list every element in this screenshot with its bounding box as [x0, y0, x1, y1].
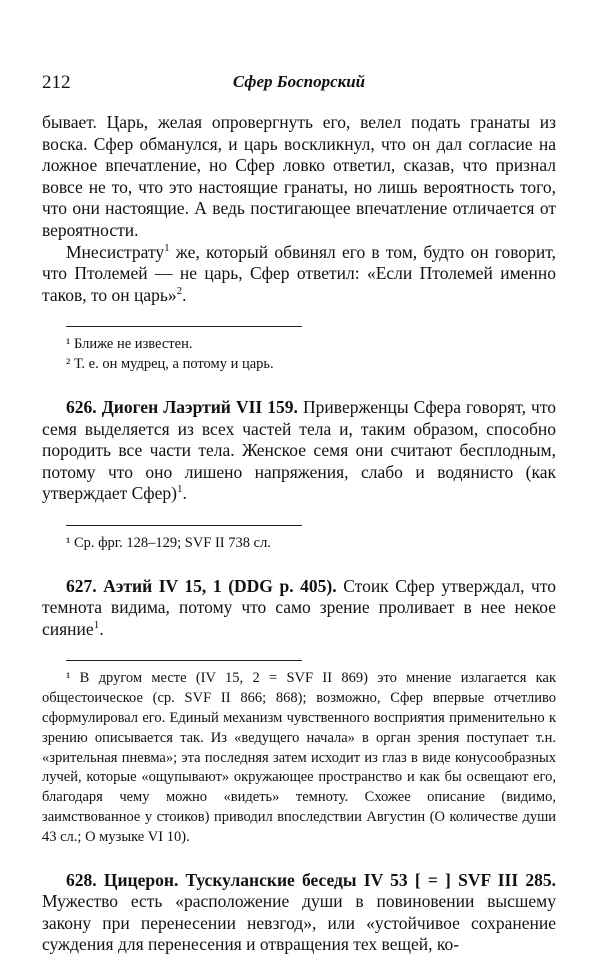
entry-628	[42, 870, 556, 956]
page-body	[42, 112, 556, 956]
intro-paragraph-2	[42, 242, 556, 307]
running-head	[42, 72, 556, 98]
intro-paragraph-1: бывает. Царь, желая опровергнуть его, велел подать гранаты из воска. Сфер обманулся, и царь воскликнул, что он дал согласие на ложное впечатление, но Сфер ловко ответил, сказав, что признал вовсе не то, что это настоящие гранаты, но лишь вероятность того, что они настоящие. А ведь постигающее впечатление отличается от вероятности.	[42, 112, 556, 240]
footnote: ¹ Ср. фрг. 128–129; SVF II 738 сл.	[66, 534, 271, 551]
footnote: ¹ Ближе не известен.	[66, 336, 193, 353]
intro-p2-text-b: же, который обвинял его в том, будто он говорит, что Птолемей — не царь, Сфер ответил: «Если Птолемей именно таков, то он царь»	[42, 241, 556, 305]
entry-heading: 628. Цицерон. Тускуланские беседы IV 53 [ = ] SVF III 285.	[66, 869, 556, 890]
running-title: Сфер Боспорский	[232, 72, 366, 91]
footnote: ² Т. е. он мудрец, а потому и царь.	[66, 356, 274, 373]
entry-626: 626. Диоген Лаэртий VII 159. Приверженцы Сфера говорят, что семя выделяется из всех частей тела и, таким образом, способно породить все части тела. Женское семя они считают бесплодным, потому что оно лишено напряжения, слабо и водянисто (как утверждает Сфер)$^1$.	[42, 396, 556, 504]
entry-heading: 626. Диоген Лаэртий VII 159.	[66, 396, 298, 417]
footnote-divider	[66, 326, 302, 327]
footnote-ref: 1	[164, 241, 170, 254]
entry-heading: 627. Аэтий IV 15, 1 (DDG p. 405).	[66, 575, 337, 596]
footnote-divider	[66, 525, 302, 526]
footnote-ref: 1	[176, 483, 183, 496]
page-number: 212	[42, 72, 71, 93]
entry-text: Мужество есть «расположение души в повиновении высшему закону при перенесении невзгод», или «устойчивое сохранение суждения для перенесения и отвращения тех вещей, ко-	[42, 891, 556, 955]
entry-627: 627. Аэтий IV 15, 1 (DDG p. 405). Стоик Сфер утверждал, что темнота видима, потому что само зрение проливает в нее некое сияние$^1$.	[42, 575, 557, 639]
entry-text: Приверженцы Сфера говорят, что семя выделяется из всех частей тела и, таким образом, способно породить все части тела. Женское семя они считают бесплодным, потому что оно лишено напряжения, слабо и водянисто (как утверждает Сфер)	[42, 396, 556, 504]
footnote-divider	[66, 660, 302, 661]
intro-p2-text-a: Мнесистрату	[66, 241, 165, 262]
footnote-ref: 2	[176, 284, 183, 297]
footnote-ref: 1	[93, 619, 100, 632]
footnote: ¹ В другом месте (IV 15, 2 = SVF II 869) это мнение излагается как общестоическое (ср. SVF II 866; 868); возможно, Сфер впервые отчетливо сформулировал его. Единый механизм чувственного восприятия применительно к зрению описывается так. Из «ведущего начала» в орган зрения поступает т.н. «зрительная пневма»; эта последняя затем исходит из глаз в виде конусообразных лучей, которые «ощупывают» окружающее пространство и как бы освещают его, благодаря чему можно «видеть» темноту. Схожее описание (видимо, заимствованное у стоиков) приводил впоследствии Августин (О количестве души 43 сл.; О музыке VI 10).	[42, 670, 556, 845]
entry-text: Стоик Сфер утверждал, что темнота видима, потому что само зрение проливает в нее некое сияние	[42, 575, 557, 639]
intro-p2-text-c: .	[182, 284, 187, 305]
